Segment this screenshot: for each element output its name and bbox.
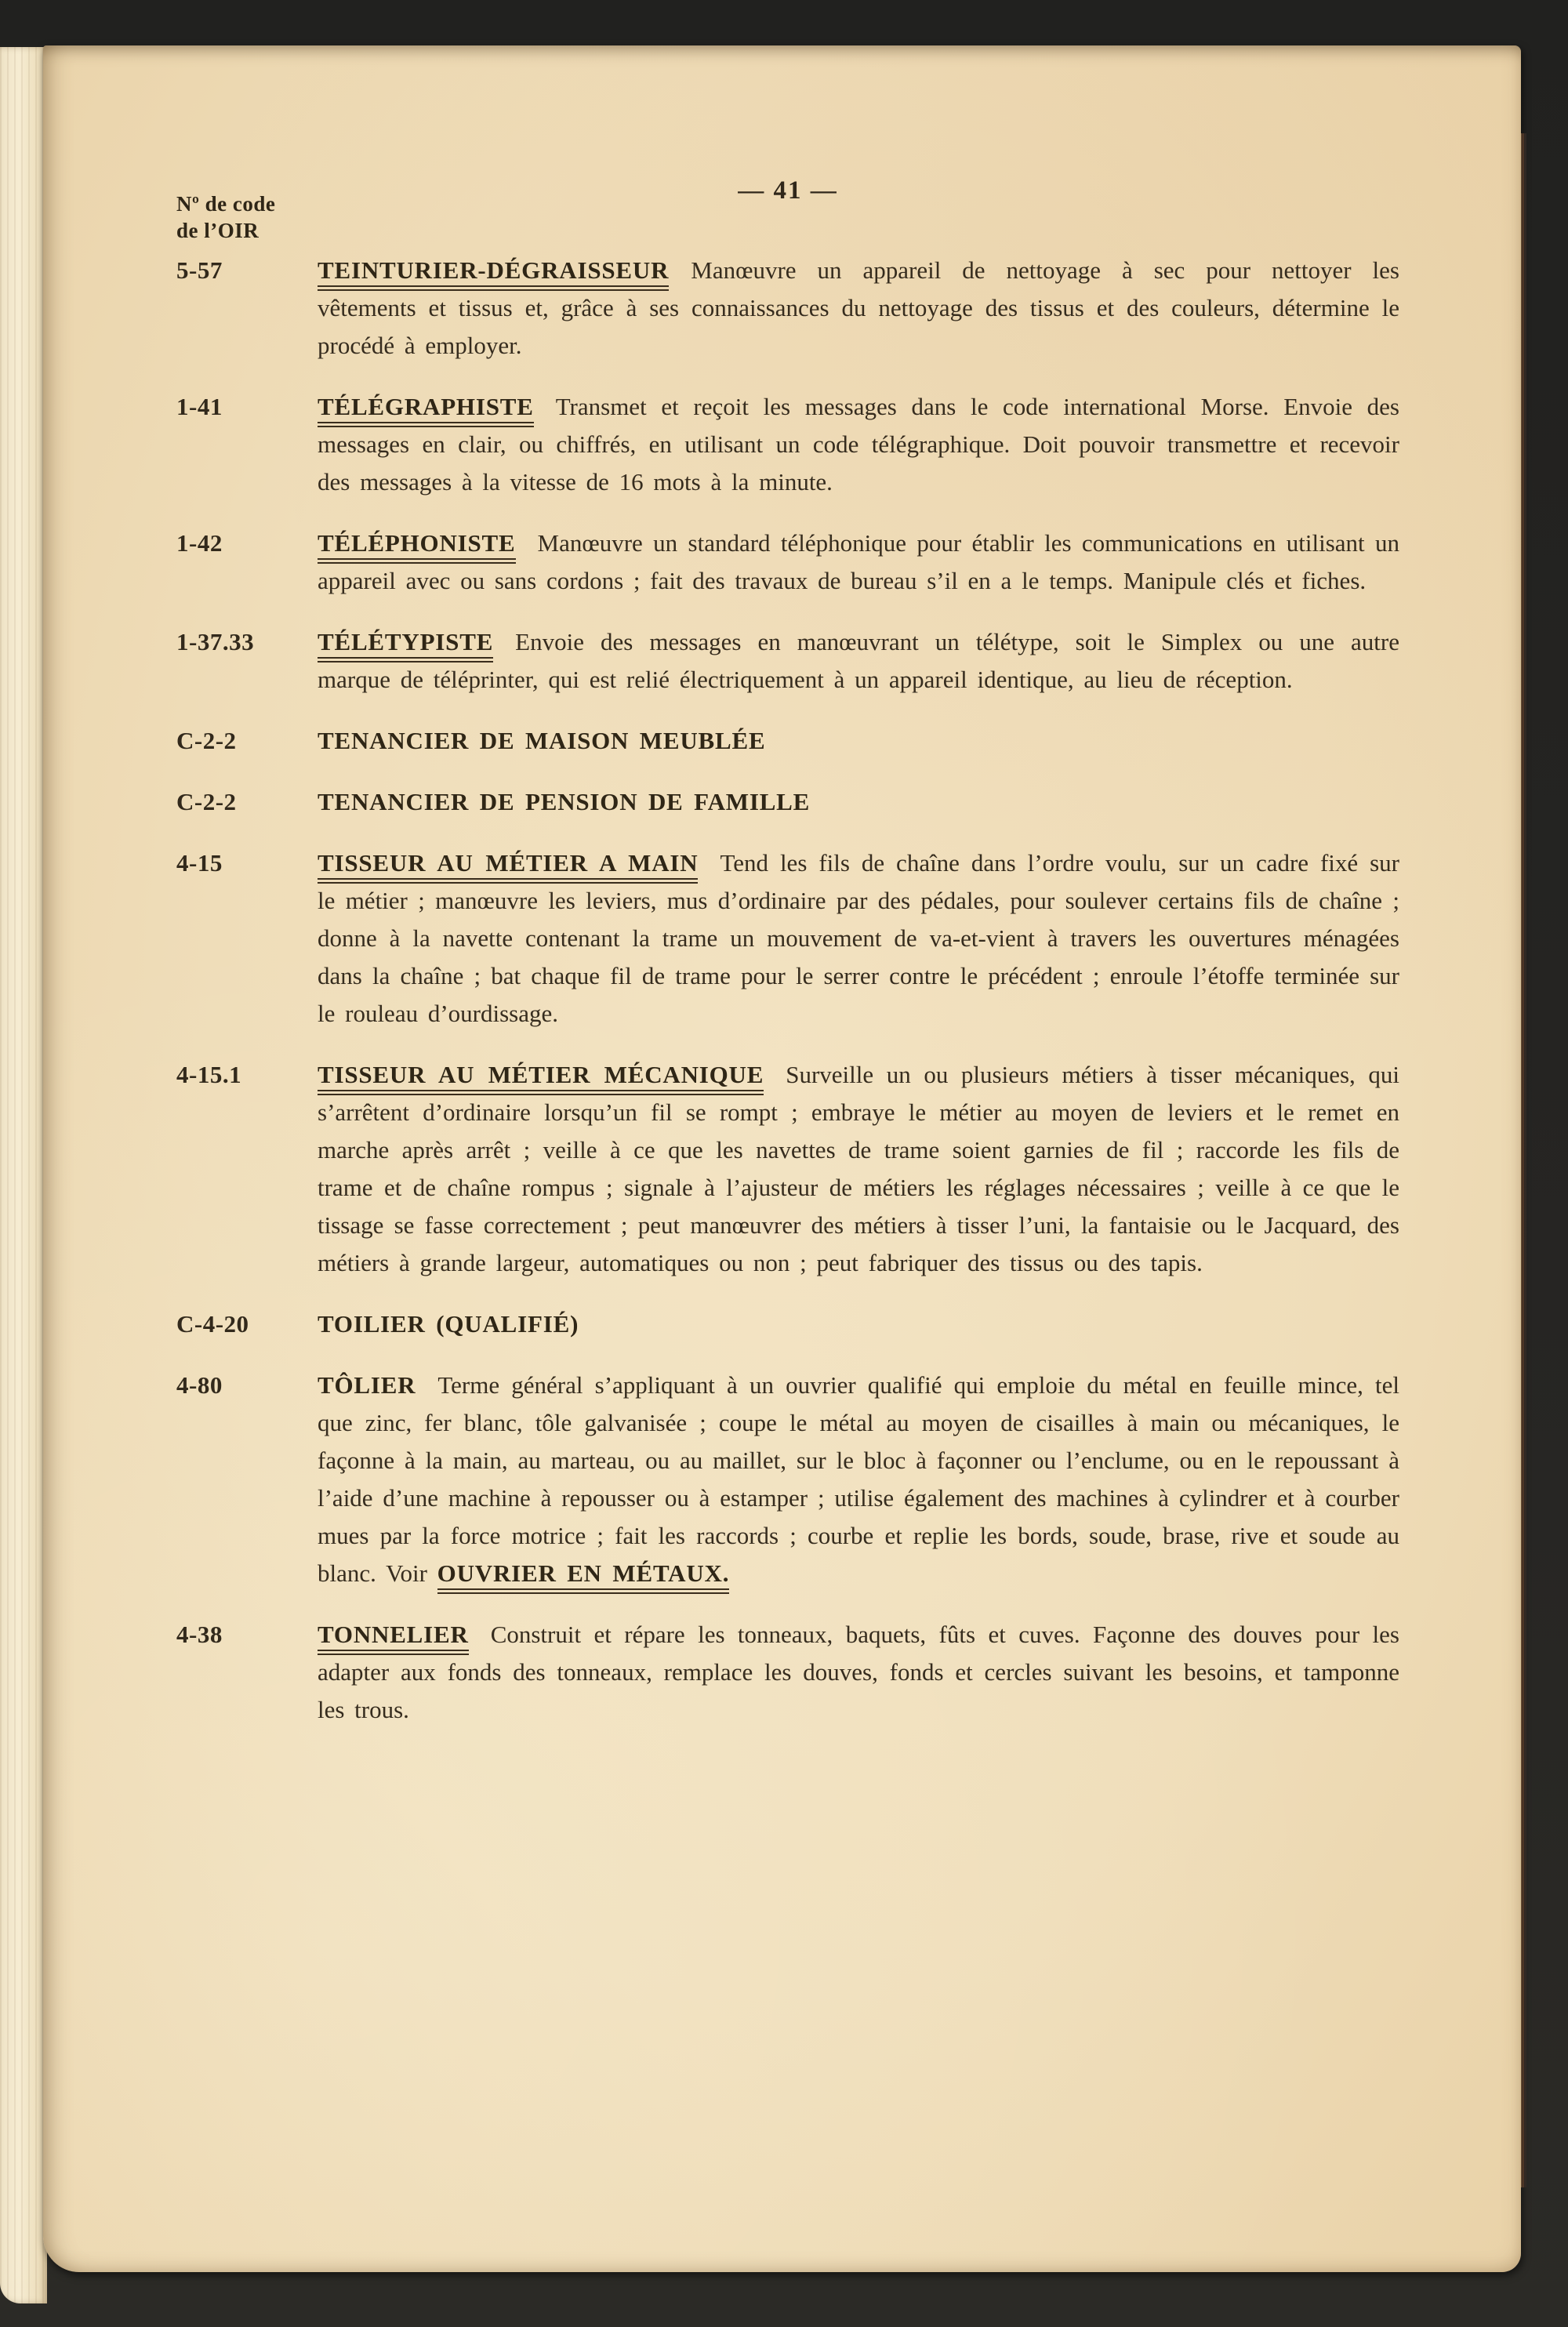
book-page [43, 45, 1521, 2272]
entry-term: TONNELIER [318, 1621, 469, 1655]
entry-text [318, 1616, 1399, 1729]
entry-term: TISSEUR AU MÉTIER A MAIN [318, 849, 698, 884]
entry-tonnelier [176, 1616, 1399, 1729]
entry-description: Manœuvre un appareil de nettoyage à sec pour nettoyer les vêtements et tissus et, grâce à ses connaissances du nettoyage des tissus et des couleurs, détermine le procédé à employer. [318, 256, 1399, 359]
entry-tenancier-maison-meublee [176, 722, 1399, 760]
entry-teinturier-degraisseur [176, 252, 1399, 365]
entry-description: Envoie des messages en manœuvrant un télétype, soit le Simplex ou une autre marque de téléprinter, qui est relié électriquement à un appareil identique, au lieu de réception. [318, 628, 1399, 693]
entry-code: 4-15 [176, 849, 223, 877]
entry-code: 4-15.1 [176, 1061, 242, 1088]
entry-code: C-4-20 [176, 1310, 249, 1338]
entry-term: TISSEUR AU MÉTIER MÉCANIQUE [318, 1061, 764, 1095]
entry-code: 1-37.33 [176, 628, 255, 655]
entry-term: TENANCIER DE MAISON MEUBLÉE [318, 727, 766, 754]
entry-term: TÉLÉGRAPHISTE [318, 393, 534, 427]
entry-description: Transmet et reçoit les messages dans le code international Morse. Envoie des messages en clair, ou chiffrés, en utilisant un code télégraphique. Doit pouvoir transmettre et recevoir des messages à la vitesse de 16 mots à la minute. [318, 393, 1399, 496]
entry-tisseur-metier-main [176, 844, 1399, 1033]
entry-code: 4-38 [176, 1621, 223, 1648]
entry-telegraphiste [176, 388, 1399, 501]
entry-telephoniste [176, 525, 1399, 600]
entry-text [318, 388, 1399, 501]
entry-text [318, 722, 1399, 760]
entry-tisseur-metier-mecanique [176, 1056, 1399, 1282]
occupation-entries [176, 252, 1399, 1729]
entry-code: 4-80 [176, 1371, 223, 1399]
entry-tenancier-pension-famille [176, 783, 1399, 821]
page-number: — 41 — [738, 176, 838, 205]
entry-description: Surveille un ou plusieurs métiers à tisser mécaniques, qui s’arrêtent d’ordinaire lorsqu’un fil se rompt ; embraye le métier au moyen de leviers et le remet en marche après arrêt ; veille à ce que les navettes de trame soient garnies de fil ; raccorde les fils de trame et de chaîne rompus ; signale à l’ajusteur de métiers les réglages nécessaires ; veille à ce que le tissage se fasse correctement ; peut manœuvrer des métiers à tisser l’uni, la fantaisie ou le Jacquard, des métiers à grande largeur, automatiques ou non ; peut fabriquer des tissus ou des tapis. [318, 1061, 1399, 1276]
entry-description: Terme général s’appliquant à un ouvrier qualifié qui emploie du métal en feuille mince, tel que zinc, fer blanc, tôle galvanisée ; coupe le métal au moyen de cisailles à main ou mécaniques, le façonne à la main, au marteau, ou au maillet, sur le bloc à façonner ou l’enclume, ou en le repoussant à l’aide d’une machine à repousser ou à estamper ; utilise également des machines à cylindrer et à courber mues par la force motrice ; fait les raccords ; courbe et replie les bords, soude, brase, rive et soude au blanc. Voir [318, 1371, 1399, 1587]
entry-description: Manœuvre un standard téléphonique pour établir les communications en utilisant un appareil avec ou sans cordons ; fait des travaux de bureau s’il en a le temps. Manipule clés et fiches. [318, 529, 1399, 594]
page-content [176, 176, 1400, 1752]
entry-term: TÔLIER [318, 1371, 416, 1399]
entry-code: 1-42 [176, 529, 223, 557]
entry-term: TEINTURIER-DÉGRAISSEUR [318, 256, 669, 291]
entry-teletypiste [176, 623, 1399, 699]
entry-text [318, 1056, 1399, 1282]
entry-see-also-reference: OUVRIER EN MÉTAUX. [437, 1559, 730, 1594]
entry-term: TOILIER (QUALIFIÉ) [318, 1310, 579, 1338]
entry-code: 1-41 [176, 393, 223, 420]
entry-text [318, 623, 1399, 699]
entry-text [318, 844, 1399, 1033]
entry-code: C-2-2 [176, 727, 237, 754]
entry-text [318, 252, 1399, 365]
entry-text [318, 1367, 1399, 1592]
entry-term: TENANCIER DE PENSION DE FAMILLE [318, 788, 811, 815]
entry-description: Tend les fils de chaîne dans l’ordre voulu, sur un cadre fixé sur le métier ; manœuvre les leviers, mus d’ordinaire par des pédales, pour soulever certains fils de chaîne ; donne à la navette contenant la trame un mouvement de va-et-vient à travers les ouvertures ménagées dans la chaîne ; bat chaque fil de trame pour le serrer contre le précédent ; enroule l’étoffe terminée sur le rouleau d’ourdissage. [318, 849, 1400, 1027]
entry-text [318, 1305, 1399, 1343]
entry-text [318, 525, 1399, 600]
entry-code: C-2-2 [176, 788, 237, 815]
code-header-line2: de l’OIR [176, 219, 260, 242]
entry-text [318, 783, 1399, 821]
entry-term: TÉLÉPHONISTE [318, 529, 516, 564]
entry-description: Construit et répare les tonneaux, baquets, fûts et cuves. Façonne des douves pour les adapter aux fonds des tonneaux, remplace les douves, fonds et cercles suivant les besoins, et tamponne les trous. [318, 1621, 1399, 1723]
entry-tolier [176, 1367, 1399, 1592]
entry-code: 5-57 [176, 256, 223, 284]
code-header-line1: Nº de code [176, 192, 276, 216]
entry-toilier-qualifie [176, 1305, 1399, 1343]
entry-term: TÉLÉTYPISTE [318, 628, 493, 663]
page-stack-left-edge [0, 47, 47, 2303]
